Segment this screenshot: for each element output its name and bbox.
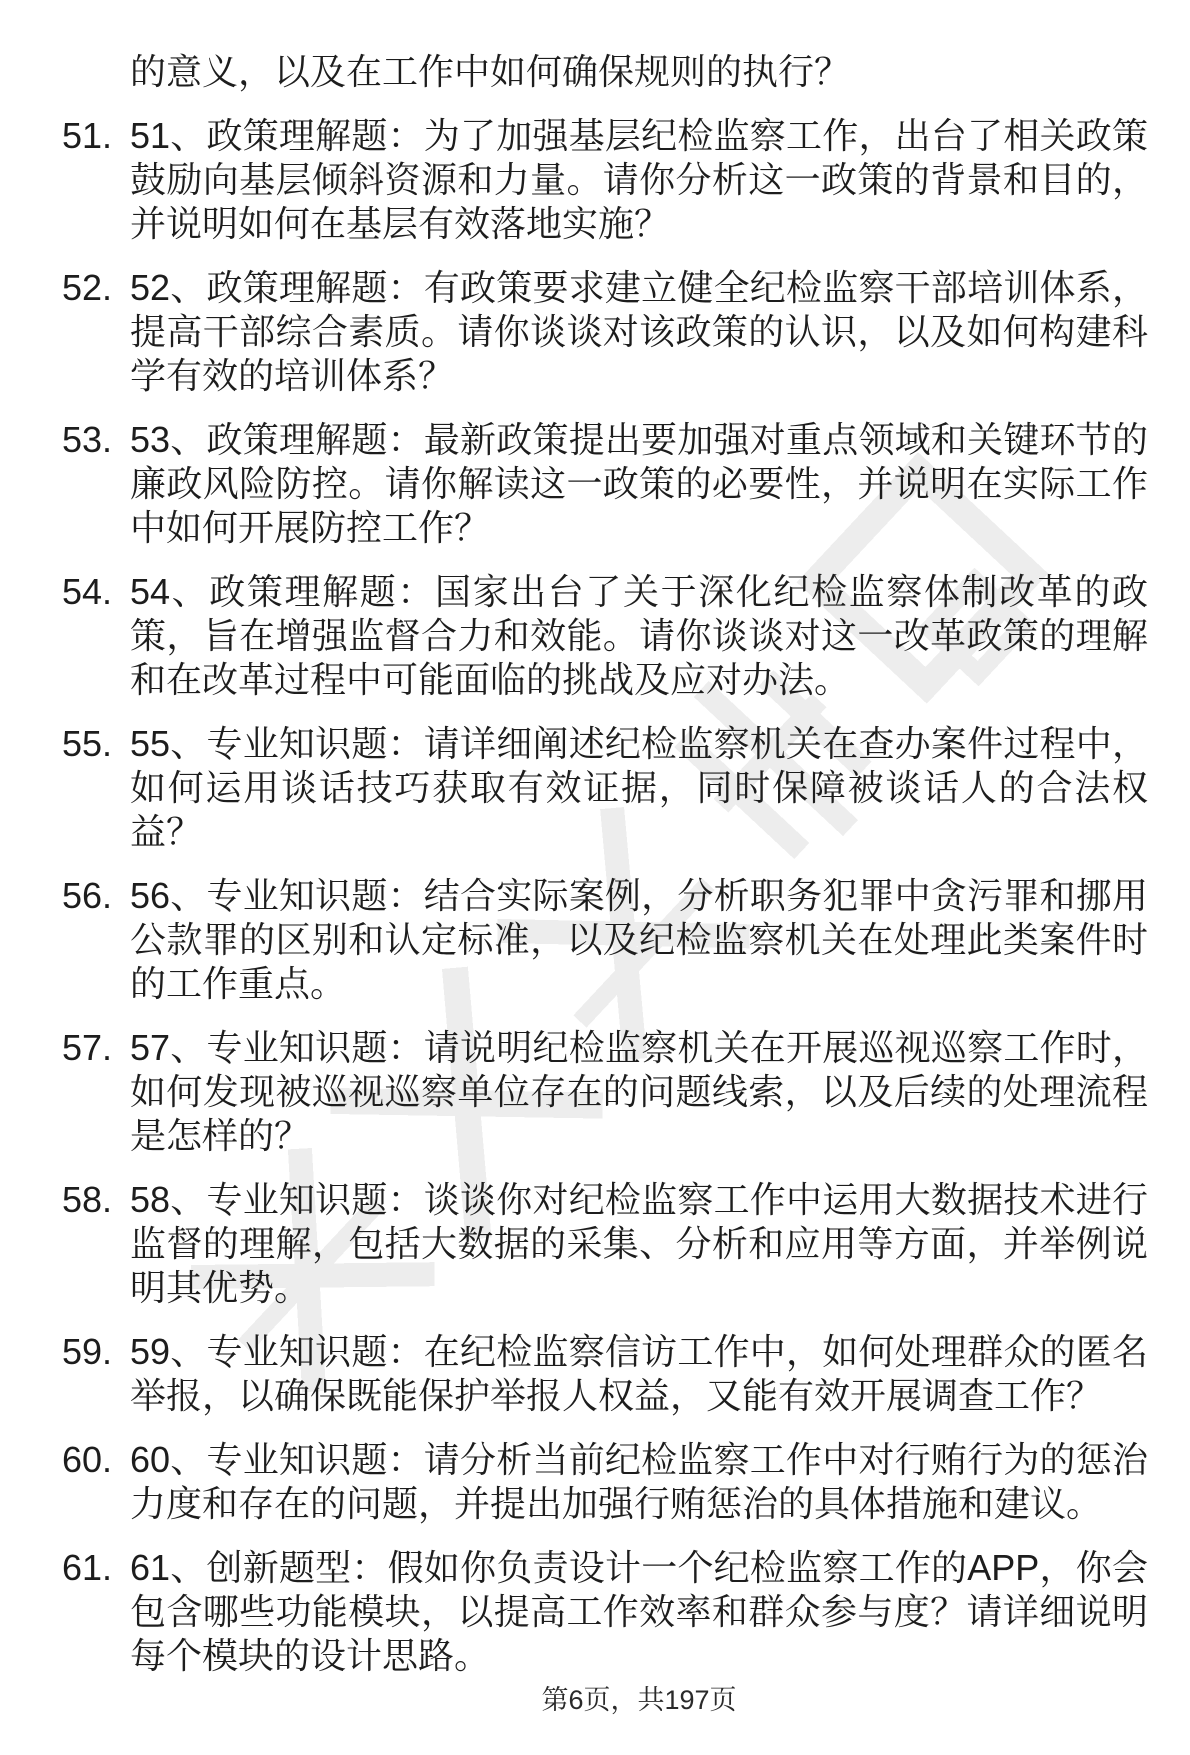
question-text: 53、政策理解题：最新政策提出要加强对重点领域和关键环节的廉政风险防控。请你解读这一政策的必要性，并说明在实际工作中如何开展防控工作？ bbox=[130, 419, 1148, 548]
question-item bbox=[62, 570, 1148, 702]
question-text: 56、专业知识题：结合实际案例，分析职务犯罪中贪污罪和挪用公款罪的区别和认定标准，以及纪检监察机关在处理此类案件时的工作重点。 bbox=[130, 875, 1148, 1004]
question-number: 54. bbox=[62, 571, 113, 612]
question-number: 55. bbox=[62, 723, 113, 764]
question-number: 57. bbox=[62, 1027, 113, 1068]
question-item bbox=[62, 266, 1148, 398]
question-number: 51. bbox=[62, 115, 113, 156]
question-text: 58、专业知识题：谈谈你对纪检监察工作中运用大数据技术进行监督的理解，包括大数据的采集、分析和应用等方面，并举例说明其优势。 bbox=[130, 1179, 1148, 1308]
question-number: 53. bbox=[62, 419, 113, 460]
question-item bbox=[62, 114, 1148, 246]
question-item bbox=[62, 1178, 1148, 1310]
question-text: 57、专业知识题：请说明纪检监察机关在开展巡视巡察工作时，如何发现被巡视巡察单位存在的问题线索，以及后续的处理流程是怎样的？ bbox=[130, 1027, 1148, 1156]
question-number: 56. bbox=[62, 875, 113, 916]
question-text: 52、政策理解题：有政策要求建立健全纪检监察干部培训体系，提高干部综合素质。请你谈谈对该政策的认识，以及如何构建科学有效的培训体系？ bbox=[130, 267, 1148, 396]
question-text: 61、创新题型：假如你负责设计一个纪检监察工作的APP，你会包含哪些功能模块，以提高工作效率和群众参与度？请详细说明每个模块的设计思路。 bbox=[130, 1547, 1148, 1676]
question-number: 61. bbox=[62, 1547, 113, 1588]
question-item bbox=[62, 1438, 1148, 1526]
question-text: 60、专业知识题：请分析当前纪检监察工作中对行贿行为的惩治力度和存在的问题，并提出加强行贿惩治的具体措施和建议。 bbox=[130, 1439, 1148, 1524]
question-item bbox=[62, 1026, 1148, 1158]
question-number: 59. bbox=[62, 1331, 113, 1372]
question-number: 60. bbox=[62, 1439, 113, 1480]
question-item bbox=[62, 1546, 1148, 1678]
question-number: 58. bbox=[62, 1179, 113, 1220]
page-footer: 第6页，共197页 bbox=[541, 1685, 737, 1715]
question-item bbox=[62, 874, 1148, 1006]
question-text: 54、政策理解题：国家出台了关于深化纪检监察体制改革的政策，旨在增强监督合力和效能。请你谈谈对这一改革政策的理解和在改革过程中可能面临的挑战及应对办法。 bbox=[130, 571, 1148, 700]
question-item bbox=[62, 418, 1148, 550]
continuation-text: 的意义，以及在工作中如何确保规则的执行？ bbox=[130, 51, 851, 92]
question-number: 52. bbox=[62, 267, 113, 308]
question-text: 59、专业知识题：在纪检监察信访工作中，如何处理群众的匿名举报，以确保既能保护举报人权益，又能有效开展调查工作？ bbox=[130, 1331, 1148, 1416]
question-item bbox=[62, 722, 1148, 854]
question-item bbox=[62, 1330, 1148, 1418]
document-body bbox=[62, 50, 1148, 1698]
question-text: 55、专业知识题：请详细阐述纪检监察机关在查办案件过程中，如何运用谈话技巧获取有效证据，同时保障被谈话人的合法权益？ bbox=[130, 723, 1148, 852]
question-text: 51、政策理解题：为了加强基层纪检监察工作，出台了相关政策鼓励向基层倾斜资源和力量。请你分析这一政策的背景和目的，并说明如何在基层有效落地实施？ bbox=[130, 115, 1148, 244]
